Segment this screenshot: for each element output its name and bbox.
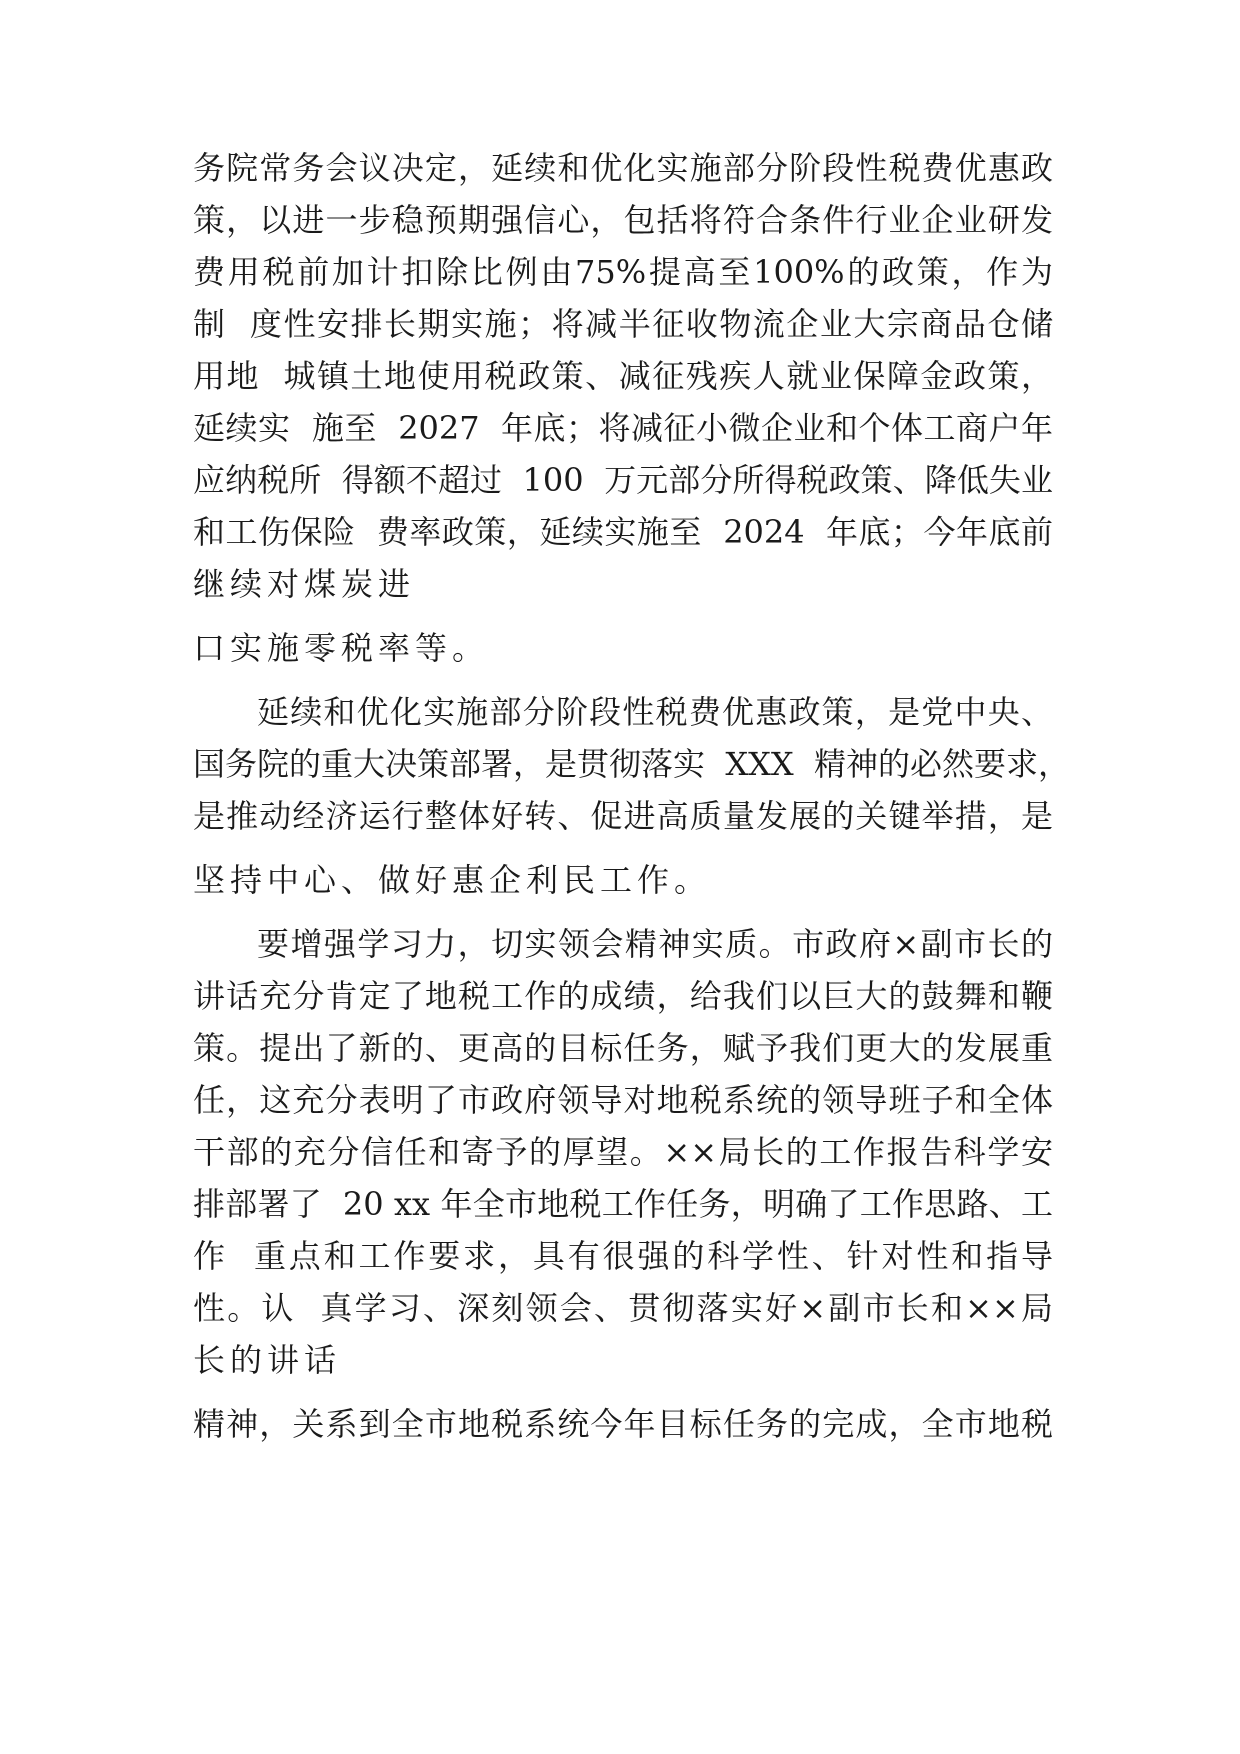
body-text-line: 性。认 真学习、深刻领会、贯彻落实好×副市长和××局 bbox=[193, 1289, 1053, 1327]
paragraph-first-line: 延续和优化实施部分阶段性税费优惠政策，是党中央、 bbox=[257, 693, 1053, 731]
body-text-line: 任，这充分表明了市政府领导对地税系统的领导班子和全体 bbox=[193, 1081, 1053, 1119]
body-text-line: 和工伤保险 费率政策，延续实施至 2024 年底；今年底前 bbox=[193, 513, 1053, 551]
body-text-line: 干部的充分信任和寄予的厚望。××局长的工作报告科学安 bbox=[193, 1133, 1053, 1171]
body-text-line: 口实施零税率等。 bbox=[193, 629, 490, 667]
body-text-line: 国务院的重大决策部署，是贯彻落实 XXX 精神的必然要求， bbox=[193, 745, 1071, 783]
body-text-line: 制 度性安排长期实施；将减半征收物流企业大宗商品仓储 bbox=[193, 305, 1053, 343]
body-text-line: 讲话充分肯定了地税工作的成绩，给我们以巨大的鼓舞和鞭 bbox=[193, 977, 1053, 1015]
body-text-line: 费用税前加计扣除比例由75%提高至100%的政策，作为 bbox=[193, 253, 1053, 291]
body-text-line: 坚持中心、做好惠企利民工作。 bbox=[193, 861, 712, 899]
body-text-line: 长的讲话 bbox=[193, 1341, 342, 1379]
body-text-line: 用地 城镇土地使用税政策、减征残疾人就业保障金政策， bbox=[193, 357, 1053, 395]
body-text-line: 作 重点和工作要求，具有很强的科学性、针对性和指导 bbox=[193, 1237, 1053, 1275]
paragraph-first-line: 要增强学习力，切实领会精神实质。市政府×副市长的 bbox=[257, 925, 1053, 963]
body-text-line: 是推动经济运行整体好转、促进高质量发展的关键举措，是 bbox=[193, 797, 1053, 835]
body-text-line: 精神，关系到全市地税系统今年目标任务的完成，全市地税 bbox=[193, 1405, 1053, 1443]
body-text-line: 继续对煤炭进 bbox=[193, 565, 416, 603]
body-text-line: 延续实 施至 2027 年底；将减征小微企业和个体工商户年 bbox=[193, 409, 1053, 447]
body-text-line: 应纳税所 得额不超过 100 万元部分所得税政策、降低失业 bbox=[193, 461, 1053, 499]
body-text-line: 策，以进一步稳预期强信心，包括将符合条件行业企业研发 bbox=[193, 201, 1053, 239]
body-text-line: 策。提出了新的、更高的目标任务，赋予我们更大的发展重 bbox=[193, 1029, 1053, 1067]
body-text-line: 务院常务会议决定，延续和优化实施部分阶段性税费优惠政 bbox=[193, 149, 1053, 187]
body-text-line: 排部署了 20 xx 年全市地税工作任务，明确了工作思路、工 bbox=[193, 1185, 1053, 1223]
